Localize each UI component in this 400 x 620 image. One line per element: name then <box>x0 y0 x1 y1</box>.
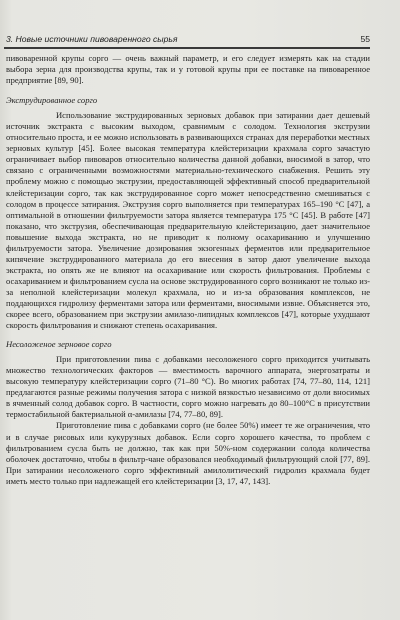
running-header <box>6 34 370 48</box>
paragraph-unmalted-1: При приготовлении пива с добавками несоложеного сорго приходится учитывать множество технологических факторов — вместимость варочного аппарата, энергозатраты и высокую температуру клейстеризации сорго (71–80 °С). Во многих работах [74, 77–80, 114, 121] предлагаются разные режимы получения затора с низкой вязкостью независимо от доли вносимых в ячменный солод добавок сорго. В частности, сорго можно нагревать до 80–100°С в присутствии термостабильной бактериальной α-амилазы [74, 77–80, 89]. <box>6 354 370 420</box>
body-text <box>6 53 370 487</box>
paragraph-unmalted-2: Приготовление пива с добавками сорго (не более 50%) имеет те же ограничения, что и в случае рисовых или кукурузных добавок. Если сорго хорошего качества, то проблем с фильтрованием сусла быть не должно, так как при 50%-ном содержании солода количества оболочек достаточно, чтобы в фильтр-чане образовался необходимый фильтрующий слой [77, 89]. При затирании несоложеного сорго эффективный амилолитический гидролиз крахмала будет иметь место только при надлежащей его клейстеризации [3, 17, 47, 143]. <box>6 420 370 486</box>
paragraph-extruded: Использование экструдированных зерновых добавок при затирании дает дешевый источник экстракта с высоким выходом, сравнимым с солодом. Технология экструзии относительно проста, и ее можно использовать в развивающихся странах для переработки местных зерновых культур [45]. Более высокая температура клейстеризации крахмала сорго зачастую ограничивает выбор пивоваров относительно количества данной добавки, вносимой в затор, что связано с ограниченными возможностями материально-технического снабжения. Решить эту проблему можно с помощью экструзии, предоставляющей эффективный способ предварительной клейстеризации сорго, так как экструдированное сорго может непосредственно смешиваться с солодом в процессе затирания. Экструзия сорго выполняется при температурах 165–190 °С [47], а оптимальной в отношении фильтруемости затора является температура 175 °С [45]. В работе [47] показано, что экструзия, обеспечивающая предварительную клейстеризацию, дает значительное повышение выхода экстракта, но не приводит к полному осахариванию и улучшению фильтруемости затора. Увеличение дозирования экзогенных ферментов или предварительное кипячение экструдированного материала до его внесения в затор дают увеличение выхода экстракта, но опять же не влияют на осахаривание или скорость фильтрования. Проблемы с осахариванием и фильтрованием сусла на основе экструдированного сорго возникают не только из-за неполной клейстеризации молекул крахмала, но и из-за образования комплексов, не поддающихся гидролизу ферментами затора или ферментами, вносимыми извне. Объясняется это, скорее всего, образованием при экструзии амилазо-липидных комплексов [47], которые ухудшают скорость фильтрования и снижают степень осахаривания. <box>6 110 370 331</box>
paragraph-intro: пивоваренной крупы сорго — очень важный параметр, и его следует измерять как на стадии выбора зерна для производства крупы, так и у готовой крупы при ее поставке на пивоваренное предприятие [89, 90]. <box>6 53 370 86</box>
page-number: 55 <box>360 34 370 44</box>
section-heading-extruded: Экструдированное сорго <box>6 95 98 106</box>
header-divider <box>4 47 370 49</box>
chapter-title: 3. Новые источники пивоваренного сырья <box>6 34 178 44</box>
section-heading-unmalted: Несоложеное зерновое сорго <box>6 339 112 350</box>
